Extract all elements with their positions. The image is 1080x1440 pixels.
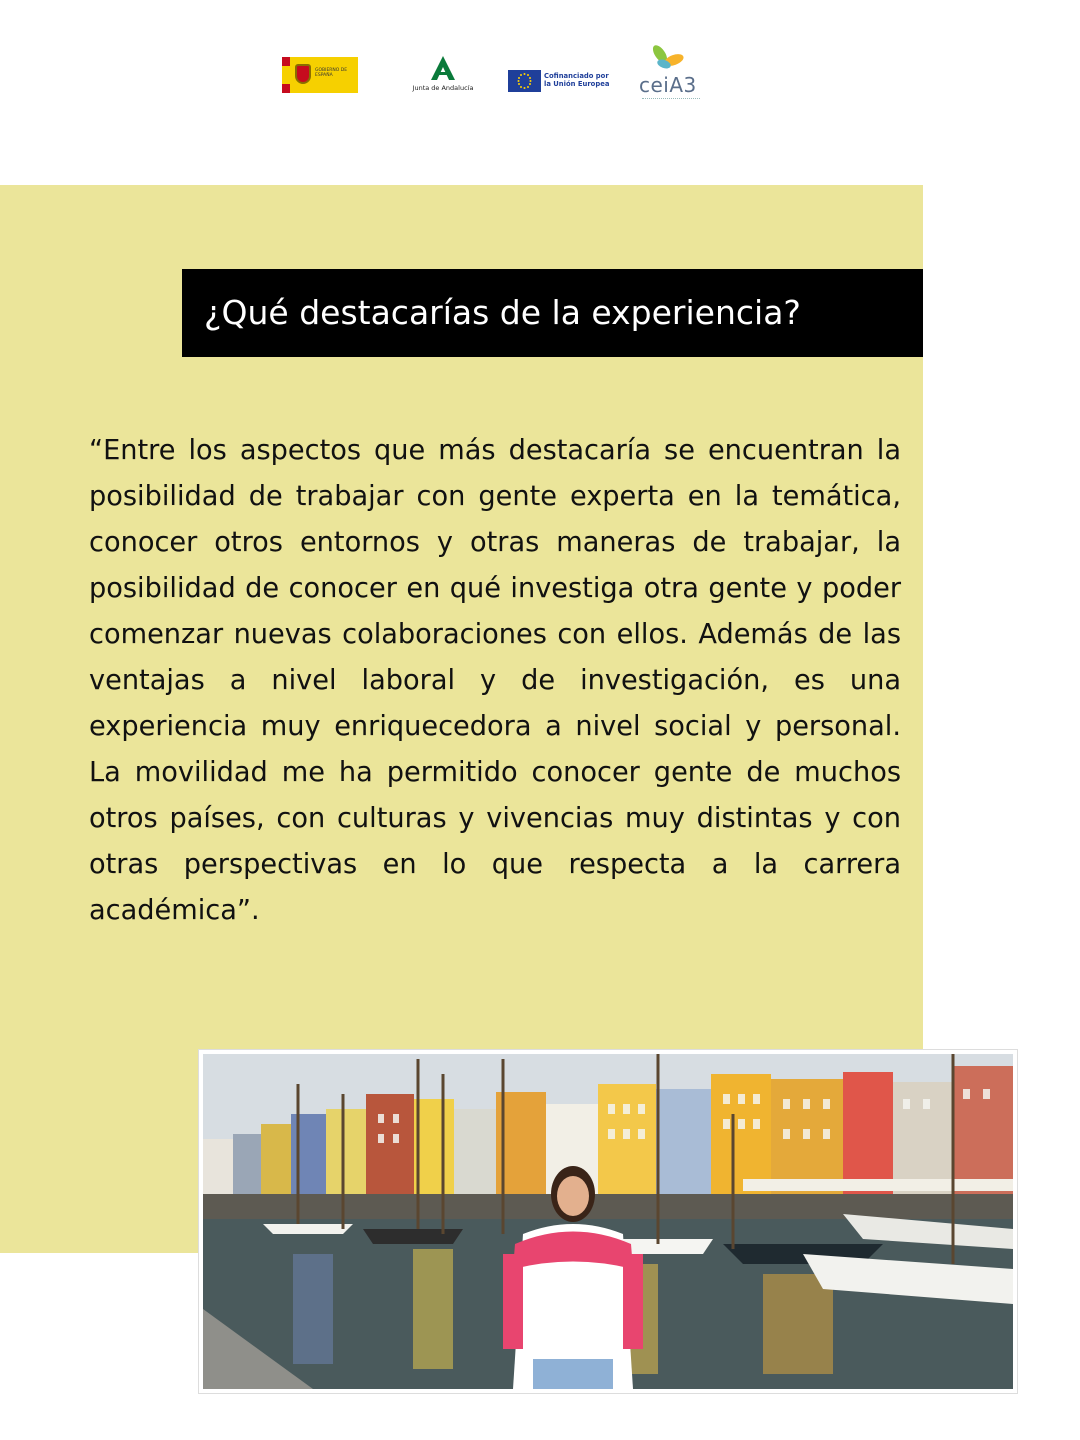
gobierno-espana-logo	[282, 57, 358, 93]
question-heading: ¿Qué destacarías de la experiencia?	[182, 269, 923, 357]
eu-logo-line-2: la Unión Europea	[544, 80, 610, 88]
quote-paragraph: “Entre los aspectos que más destacaría se encuentran la posibilidad de trabajar con gente experta en la temática, conocer otros entornos y otras maneras de trabajar, la posibilidad de conocer en qué investiga otra gente y poder comenzar nuevas colaboraciones con ellos. Además de las ventajas a nivel laboral y de investigación, es una experiencia muy enriquecedora a nivel social y personal. La movilidad me ha permitido conocer gente de muchos otros países, con culturas y vivencias muy distintas y con otras perspectivas en lo que respecta a la carrera académica”.	[89, 435, 901, 926]
ceia3-logo	[634, 40, 708, 108]
nyhavn-photo	[203, 1054, 1013, 1389]
coat-of-arms-icon	[295, 64, 311, 84]
logo-strip	[270, 40, 720, 110]
ceia3-logo-text: ceiA3	[639, 73, 697, 97]
eu-logo-text	[544, 72, 609, 88]
junta-andalucia-logo	[408, 54, 478, 94]
photo-frame	[198, 1049, 1018, 1394]
ceia3-subtitle-line	[642, 98, 700, 104]
gobierno-logo-text: GOBIERNO DE ESPAÑA	[315, 68, 348, 78]
junta-logo-text: Junta de Andalucía	[412, 84, 474, 92]
ceia3-leaves-icon	[634, 40, 708, 74]
spain-flag-icon	[282, 57, 290, 93]
eu-logo-line-1: Cofinanciado por	[544, 72, 609, 80]
eu-flag-icon	[508, 70, 541, 92]
eu-cofinanciado-logo	[508, 70, 610, 94]
junta-a-icon	[429, 54, 457, 82]
harbour-scene-image	[203, 1054, 1013, 1389]
